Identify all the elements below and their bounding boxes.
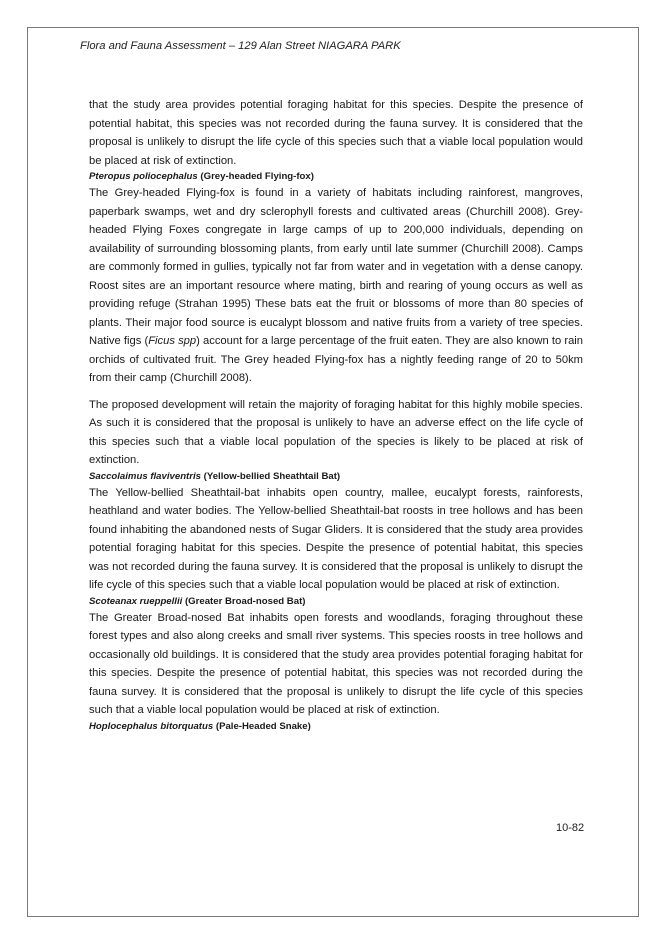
species-heading-flyingfox <box>89 170 583 184</box>
sheathtail-paragraph: The Yellow-bellied Sheathtail-bat inhabits open country, mallee, eucalypt forests, rainforests, heathland and water bodies. The Yellow-bellied Sheathtail-bat roosts in tree hollows and has been found inhabiting the abandoned nests of Sugar Gliders. It is considered that the study area provides potential foraging habitat for this species. Despite the presence of potential habitat, this species was not recorded during the fauna survey. It is considered that the proposal is unlikely to disrupt the life cycle of this species such that a viable local population would be placed at risk of extinction. <box>89 486 583 591</box>
common-name: (Yellow-bellied Sheathtail Bat) <box>200 470 341 482</box>
flyingfox-paragraph-2: The proposed development will retain the majority of foraging habitat for this highly mobile species. As such it is considered that the proposal is unlikely to have an adverse effect on the life cycle of this species such that a viable local population of the species is likely to be placed at risk of extinction. <box>89 398 583 466</box>
species-heading-broadnosed <box>89 595 583 609</box>
species-heading-sheathtail <box>89 470 583 484</box>
ficus-italic: Ficus spp <box>148 335 197 347</box>
intro-paragraph: that the study area provides potential foraging habitat for this species. Despite the presence of potential habitat, this species was not recorded during the fauna survey. It is considered that the proposal is unlikely to disrupt the life cycle of this species such that a viable local population would be placed at risk of extinction. <box>89 99 583 167</box>
document-header: Flora and Fauna Assessment – 129 Alan Street NIAGARA PARK <box>80 40 401 52</box>
common-name: (Grey-headed Flying-fox) <box>197 171 314 182</box>
scientific-name: Saccolaimus flaviventris <box>89 470 201 482</box>
flyingfox-paragraph-1 <box>89 184 583 388</box>
scientific-name: Scoteanax rueppellii <box>89 595 183 607</box>
species-heading-snake <box>89 720 583 734</box>
scientific-name: Hoplocephalus bitorquatus <box>89 720 214 732</box>
common-name: (Pale-Headed Snake) <box>213 720 311 732</box>
flyingfox-text-b: ) account for a large percentage of the fruit eaten. They are also known to rain orchids of cultivated fruit. The Grey headed Flying-fox has a nightly feeding range of 20 to 50km from their camp (Churchill 2008). <box>89 335 584 384</box>
flyingfox-text-a: The Grey-headed Flying-fox is found in a variety of habitats including rainforest, mangroves, paperbark swamps, wet and dry sclerophyll forests and cultivated areas (Churchill 2008). Grey-headed Flying Foxes congregate in large camps of up to 200,000 individuals, depending on availability of surrounding blossoming plants, from early until late summer (Churchill 2008). Camps are commonly formed in gullies, typically not far from water and in vegetation with a dense canopy. Roost sites are an important resource where mating, birth and rearing of young occurs as well as providing refuge (Strahan 1995) These bats eat the fruit or blossoms of more than 80 species of plants. Their major food source is eucalypt blossom and native fruits from a variety of tree species. Native figs ( <box>89 187 583 347</box>
broadnosed-paragraph: The Greater Broad-nosed Bat inhabits open forests and woodlands, foraging throughout these forest types and also along creeks and small river systems. This species roosts in tree hollows and occasionally old buildings. It is considered that the study area provides potential foraging habitat for this species. Despite the presence of potential habitat, this species was not recorded during the fauna survey. It is considered that the proposal is unlikely to disrupt the life cycle of this species such that a viable local population would be placed at risk of extinction. <box>89 611 583 716</box>
page-number: 10-82 <box>556 822 585 834</box>
scientific-name: Pteropus poliocephalus <box>89 171 198 182</box>
common-name: (Greater Broad-nosed Bat) <box>182 595 306 607</box>
page-content <box>89 96 583 734</box>
